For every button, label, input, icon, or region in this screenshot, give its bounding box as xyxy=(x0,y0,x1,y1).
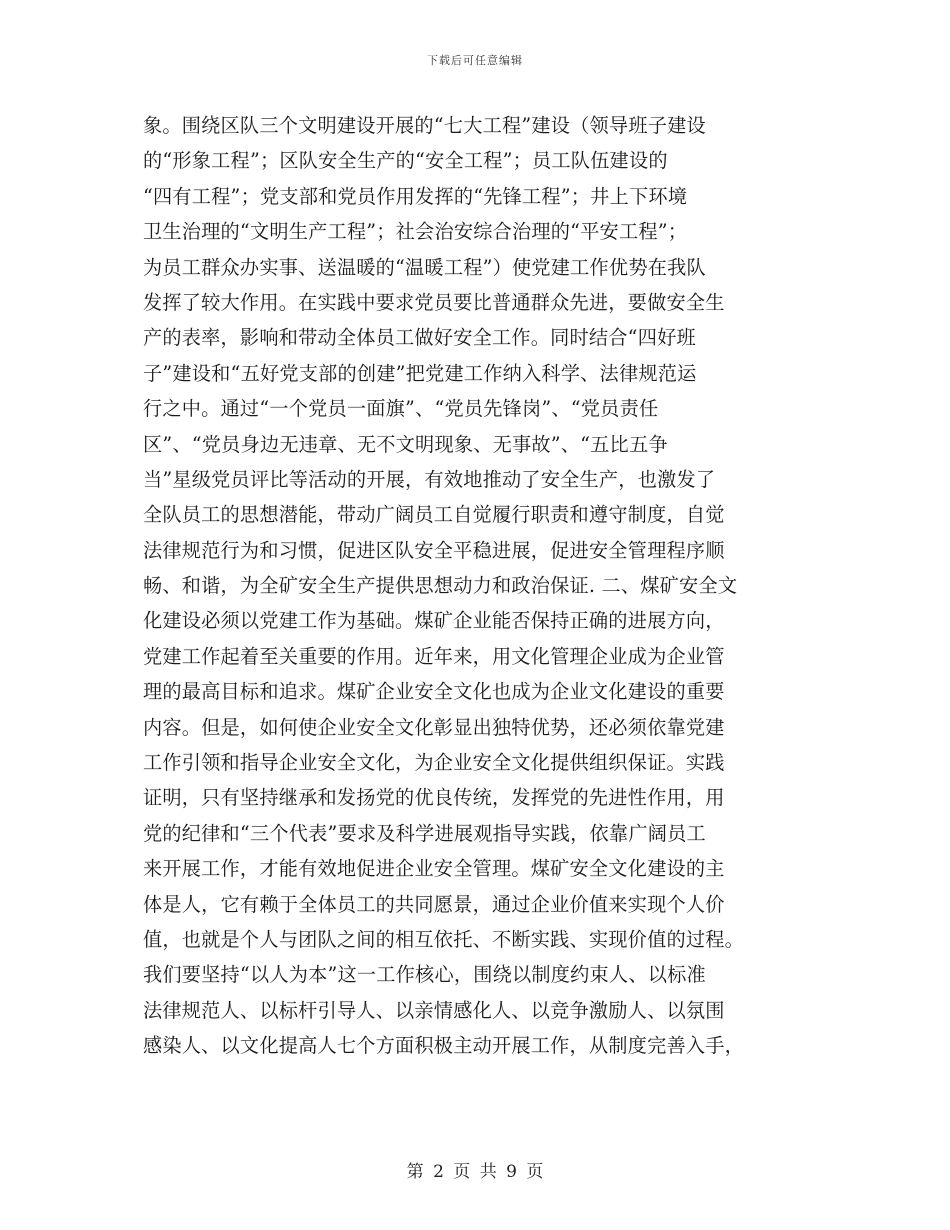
text-line: 来开展工作，才能有效地促进企业安全管理。煤矿安全文化建设的主 xyxy=(143,857,725,881)
text-line: 党建工作起着至关重要的作用。近年来，用文化管理企业成为企业管 xyxy=(143,644,725,668)
text-line: 化建设必须以党建工作为基础。煤矿企业能否保持正确的进展方向， xyxy=(143,609,725,633)
text-line: 为员工群众办实事、送温暖的“温暖工程”）使党建工作优势在我队 xyxy=(143,255,706,279)
text-line: 行之中。通过“一个党员一面旗”、“党员先锋岗”、“党员责任 xyxy=(143,397,659,421)
body-text xyxy=(143,108,813,1064)
text-line: 的“形象工程”；区队安全生产的“安全工程”；员工队伍建设的 xyxy=(143,149,668,173)
text-line: 党的纪律和“三个代表”要求及科学进展观指导实践，依靠广阔员工 xyxy=(143,821,706,845)
text-line: 理的最高目标和追求。煤矿企业安全文化也成为企业文化建设的重要 xyxy=(143,680,725,704)
text-line: 证明，只有坚持继承和发扬党的优良传统，发挥党的先进性作用，用 xyxy=(143,786,725,810)
text-line: 法律规范人、以标杆引导人、以亲情感化人、以竞争激励人、以氛围 xyxy=(143,998,725,1022)
text-line: 产的表率，影响和带动全体员工做好安全工作。同时结合“四好班 xyxy=(143,326,696,350)
text-line: 法律规范行为和习惯，促进区队安全平稳进展，促进安全管理程序顺 xyxy=(143,538,725,562)
text-line: 值，也就是个人与团队之间的相互依托、不断实践、实现价值的过程。 xyxy=(143,927,745,951)
text-line: 体是人，它有赖于全体员工的共同愿景，通过企业价值来实现个人价 xyxy=(143,892,725,916)
text-line: 区”、“党员身边无违章、无不文明现象、无事故”、“五比五争 xyxy=(143,432,668,456)
text-line: 卫生治理的“文明生产工程”；社会治安综合治理的“平安工程”； xyxy=(143,220,688,244)
text-line: 象。围绕区队三个文明建设开展的“七大工程”建设（领导班子建设 xyxy=(143,114,706,137)
text-line: 感染人、以文化提高人七个方面积极主动开展工作，从制度完善入手， xyxy=(143,1034,745,1058)
text-line: 我们要坚持“以人为本”这一工作核心，围绕以制度约束人、以标准 xyxy=(143,963,706,987)
text-line: 子”建设和“五好党支部的创建”把党建工作纳入科学、法律规范运 xyxy=(143,361,697,385)
text-line: 发挥了较大作用。在实践中要求党员要比普通群众先进，要做安全生 xyxy=(143,290,725,314)
text-line: 当”星级党员评比等活动的开展，有效地推动了安全生产，也激发了 xyxy=(143,467,716,491)
text-line: “四有工程”；党支部和党员作用发挥的“先锋工程”；井上下环境 xyxy=(143,184,688,208)
text-line: 全队员工的思想潜能，带动广阔员工自觉履行职责和遵守制度，自觉 xyxy=(143,503,725,527)
page-header-note: 下载后可任意编辑 xyxy=(427,54,523,67)
text-line: 内容。但是，如何使企业安全文化彰显出独特优势，还必须依靠党建 xyxy=(143,715,725,739)
text-line: 工作引领和指导企业安全文化，为企业安全文化提供组织保证。实践 xyxy=(143,751,725,775)
text-line: 畅、和谐，为全矿安全生产提供思想动力和政治保证. 二、煤矿安全文 xyxy=(143,574,738,598)
page-number-footer: 第 2 页 共 9 页 xyxy=(406,1162,544,1182)
